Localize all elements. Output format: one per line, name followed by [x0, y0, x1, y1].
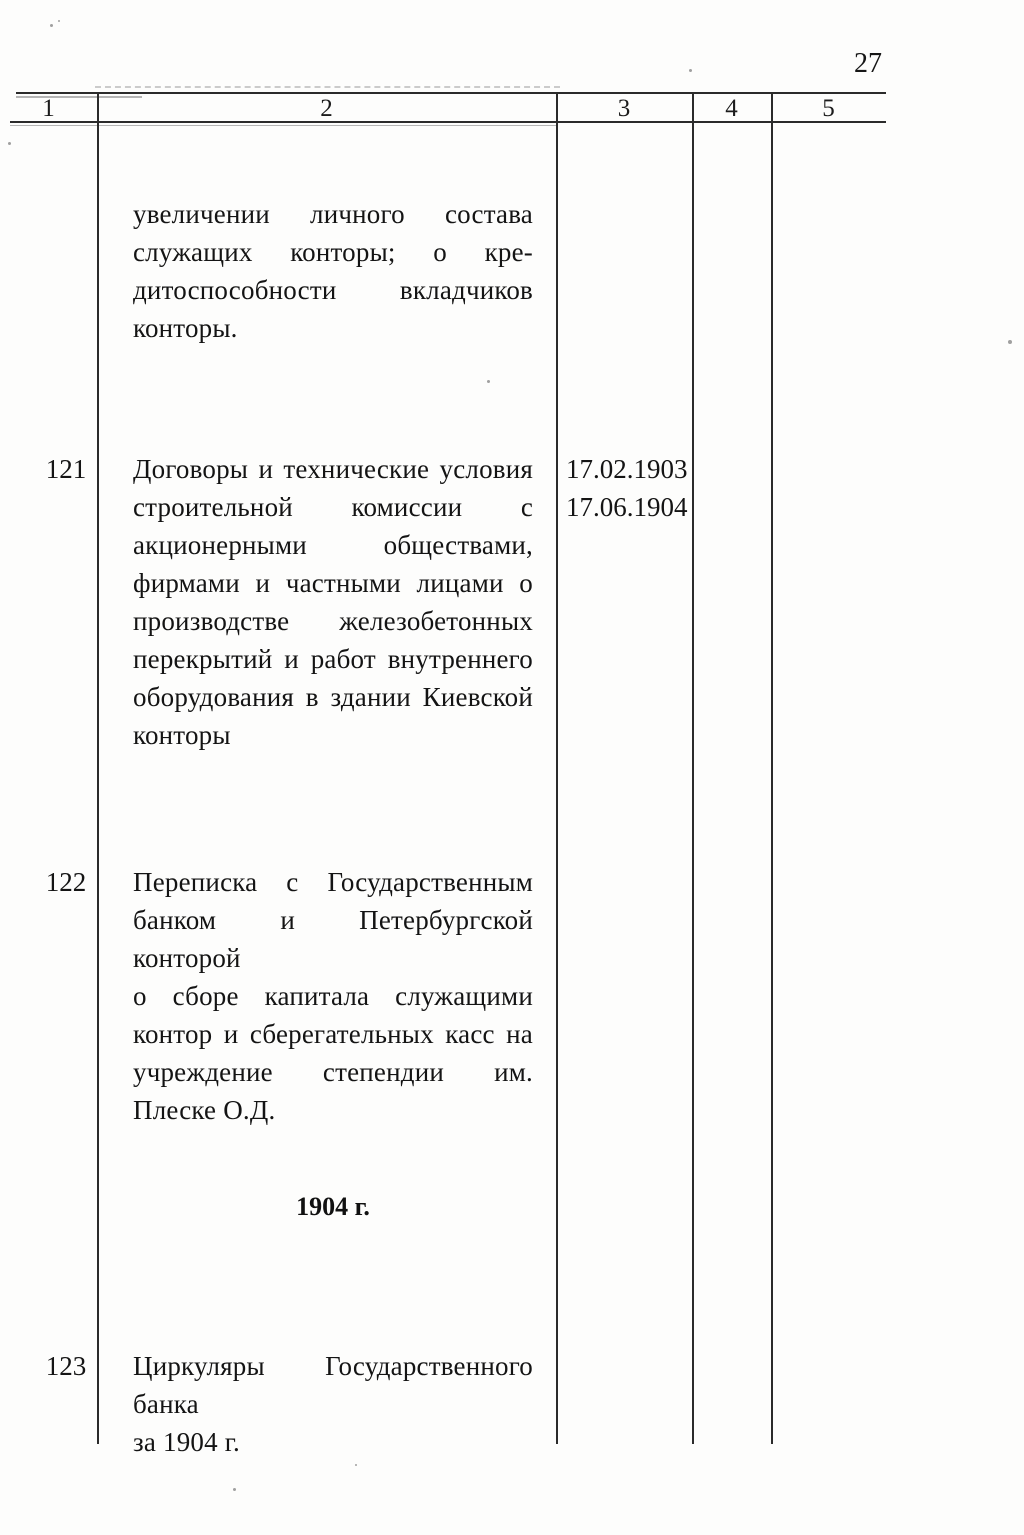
entry-line: Циркуляры Государственного банка: [133, 1351, 533, 1419]
entry-number-123: 123: [45, 1351, 87, 1381]
entry-line: дитоспособности вкладчиков: [133, 275, 533, 305]
entry-line: Переписка с Государственным: [133, 867, 533, 897]
entry-line: производстве железобетонных: [133, 606, 533, 636]
column-header-5: 5: [822, 95, 835, 122]
year-section-heading: 1904 г.: [296, 1192, 370, 1221]
column-separator-4-5: [771, 92, 773, 1444]
entry-line: учреждение степендии им.: [133, 1057, 533, 1087]
entry-number-121: 121: [45, 454, 87, 484]
column-header-1: 1: [42, 95, 55, 122]
scan-speck: [689, 69, 692, 72]
scan-speck: [1008, 340, 1012, 344]
entry-line: конторы: [133, 720, 231, 750]
date-start: 17.02.1903: [566, 454, 688, 484]
entry-121-dates: [566, 450, 692, 526]
scan-speck: [50, 24, 53, 27]
entry-line: перекрытий и работ внутреннего: [133, 644, 533, 674]
scan-speck: [58, 20, 60, 22]
entry-line: строительной комиссии с: [133, 492, 533, 522]
entry-line: акционерными обществами,: [133, 530, 533, 560]
entry-line: фирмами и частными лицами о: [133, 568, 533, 598]
entry-line: контор и сберегательных касс на: [133, 1019, 533, 1049]
entry-123-text: [133, 1347, 533, 1461]
column-header-3: 3: [617, 95, 631, 122]
scan-speck: [233, 1488, 236, 1491]
scan-speck: [355, 1464, 357, 1466]
table-top-rule: [16, 92, 886, 94]
column-separator-3-4: [692, 92, 694, 1444]
column-separator-2-3: [556, 92, 558, 1444]
entry-122-text: [133, 863, 533, 1129]
column-header-4: 4: [725, 95, 738, 122]
entry-number-122: 122: [45, 867, 87, 897]
scan-artifact-dashed-rule: [95, 86, 560, 88]
entry-line: служащих конторы; о кре-: [133, 237, 533, 267]
entry-line: за 1904 г.: [133, 1427, 240, 1457]
entry-line: о сборе капитала служащими: [133, 981, 533, 1011]
scan-speck: [487, 380, 490, 383]
column-header-2: 2: [320, 95, 333, 122]
entry-121-text: [133, 450, 533, 754]
entry-line: банком и Петербургской конторой: [133, 905, 533, 973]
column-separator-1-2: [97, 92, 99, 1444]
scan-speck: [8, 142, 11, 145]
entry-line: увеличении личного состава: [133, 199, 533, 229]
entry-line: Плеске О.Д.: [133, 1095, 276, 1125]
entry-line: Договоры и технические условия: [133, 454, 533, 484]
page-number: 27: [854, 48, 882, 79]
table-header-rule-echo: [10, 125, 556, 126]
date-end: 17.06.1904: [566, 492, 688, 522]
entry-continuation-text: [133, 195, 533, 347]
entry-line: конторы.: [133, 313, 238, 343]
entry-line: оборудования в здании Киевской: [133, 682, 533, 712]
